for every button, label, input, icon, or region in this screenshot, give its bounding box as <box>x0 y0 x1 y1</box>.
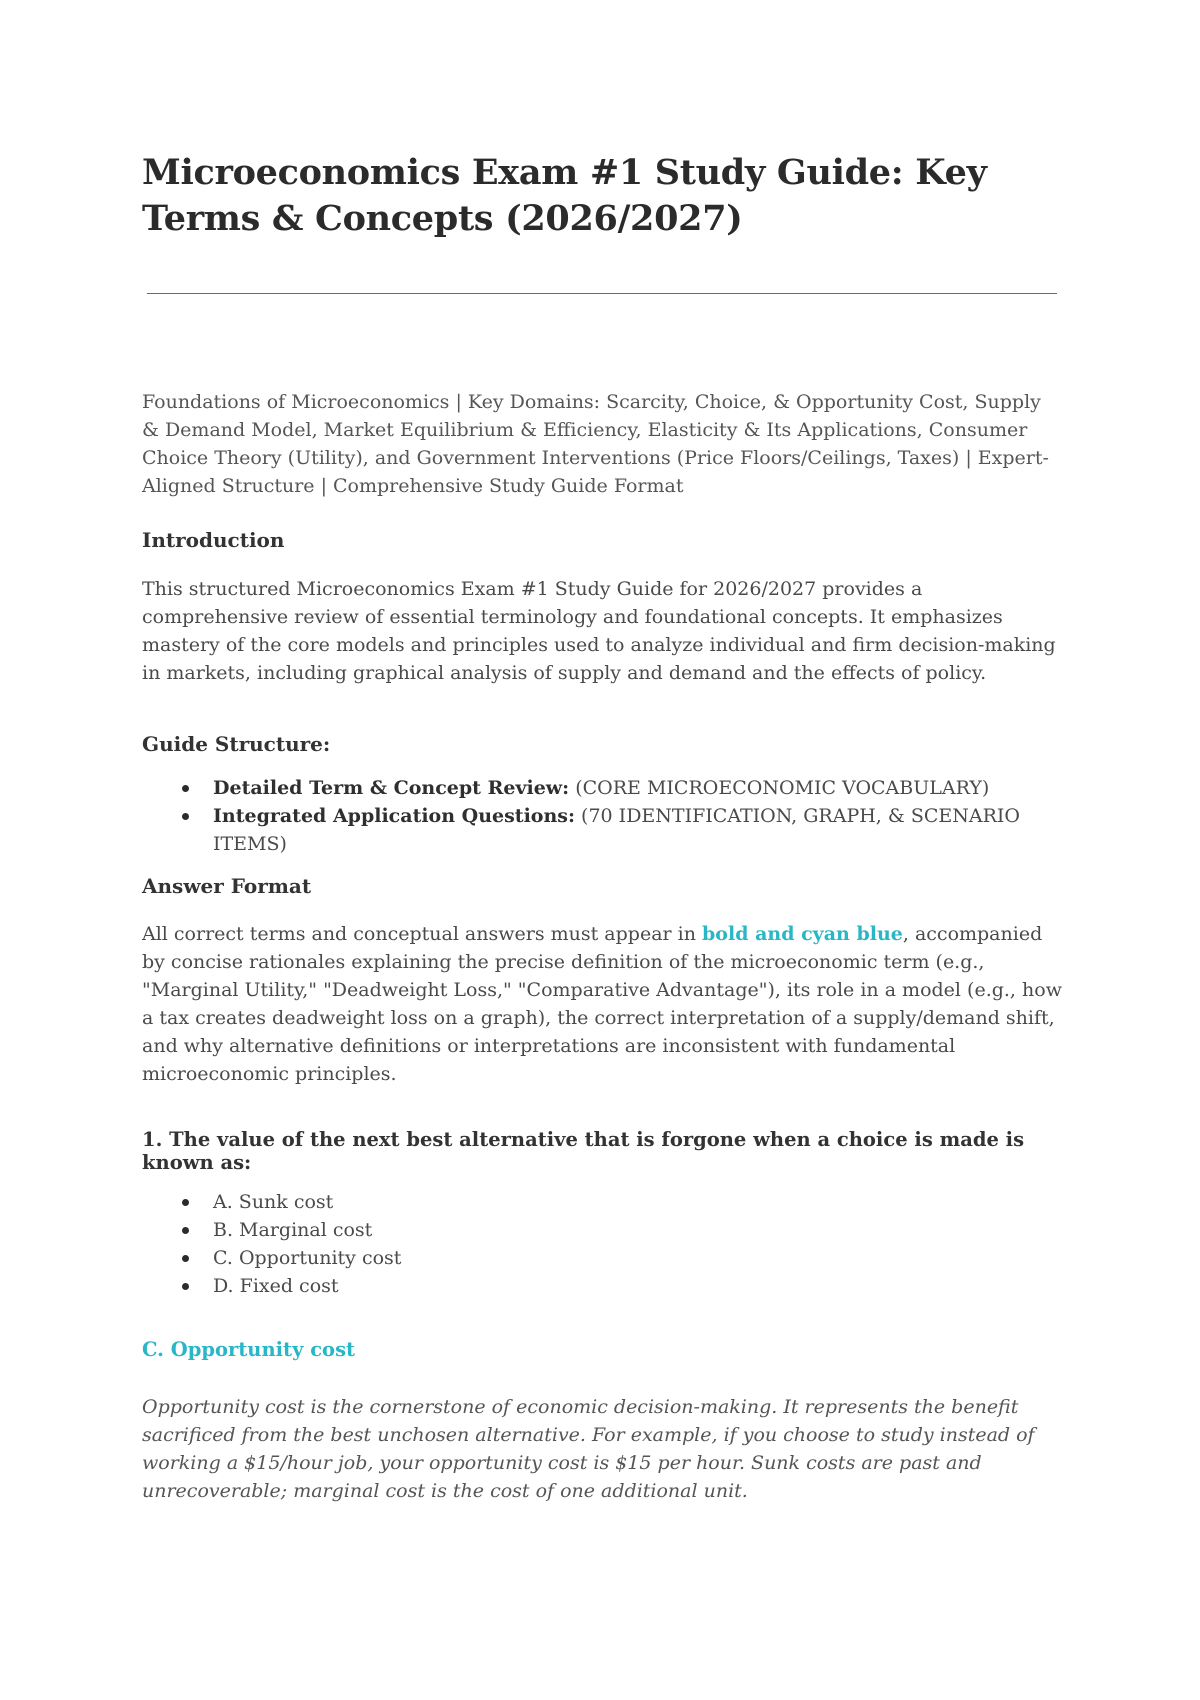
guide-structure-item-detail: (70 IDENTIFICATION, GRAPH, & SCENARIO ITEMS) <box>213 805 1020 855</box>
answer-format-text-end: , accompanied by concise rationales explaining the precise definition of the microeconomic term (e.g., "Marginal Utility," "Deadweight Loss," "Comparative Advantage"), its role in a model (e.g., how a tax creates deadweight loss on a graph), the correct interpretation of a supply/demand shift, and why alternative definitions or interpretations are inconsistent with fundamental microeconomic principles. <box>142 923 1062 1085</box>
answer-format-text-start: All correct terms and conceptual answers must appear in <box>142 923 703 945</box>
horizontal-divider <box>147 293 1057 294</box>
option-d: D. Fixed cost <box>142 1272 401 1300</box>
answer-format-heading: Answer Format <box>142 874 312 898</box>
answer-format-highlight: bold and cyan blue <box>702 923 903 945</box>
guide-structure-list <box>142 774 1062 858</box>
document-page <box>142 150 1062 1502</box>
introduction-heading: Introduction <box>142 528 285 552</box>
guide-structure-item-label: Detailed Term & Concept Review: <box>213 777 570 799</box>
guide-structure-item-label: Integrated Application Questions: <box>213 805 576 827</box>
question-1-options <box>142 1188 401 1300</box>
question-1-rationale: Opportunity cost is the cornerstone of economic decision-making. It represents the benefit sacrificed from the best unchosen alternative. For example, if you choose to study instead of working a $15/hour job, your opportunity cost is $15 per hour. Sunk costs are past and unrecoverable; marginal cost is the cost of one additional unit. <box>142 1396 1035 1502</box>
introduction-paragraph: This structured Microeconomics Exam #1 Study Guide for 2026/2027 provides a comprehensive review of essential terminology and foundational concepts. It emphasizes mastery of the core models and principles used to analyze individual and firm decision-making in markets, including graphical analysis of supply and demand and the effects of policy. <box>142 578 1056 684</box>
answer-format-paragraph <box>142 920 1062 1088</box>
question-1-prompt: 1. The value of the next best alternative that is forgone when a choice is made is known as: <box>142 1128 1025 1174</box>
guide-structure-item <box>142 774 1062 802</box>
option-c: C. Opportunity cost <box>142 1244 401 1272</box>
option-b: B. Marginal cost <box>142 1216 401 1244</box>
question-1-answer: C. Opportunity cost <box>142 1338 356 1361</box>
document-subtitle: Foundations of Microeconomics | Key Domains: Scarcity, Choice, & Opportunity Cost, Supply & Demand Model, Market Equilibrium & Efficiency, Elasticity & Its Applications, Consumer Choice Theory (Utility), and Government Interventions (Price Floors/Ceilings, Taxes) | Expert-Aligned Structure | Comprehensive Study Guide Format <box>142 391 1049 497</box>
guide-structure-item-detail: (CORE MICROECONOMIC VOCABULARY) <box>569 777 990 799</box>
page-title: Microeconomics Exam #1 Study Guide: Key Terms & Concepts (2026/2027) <box>142 152 987 239</box>
option-a: A. Sunk cost <box>142 1188 401 1216</box>
guide-structure-heading: Guide Structure: <box>142 732 331 756</box>
guide-structure-item <box>142 802 1062 858</box>
